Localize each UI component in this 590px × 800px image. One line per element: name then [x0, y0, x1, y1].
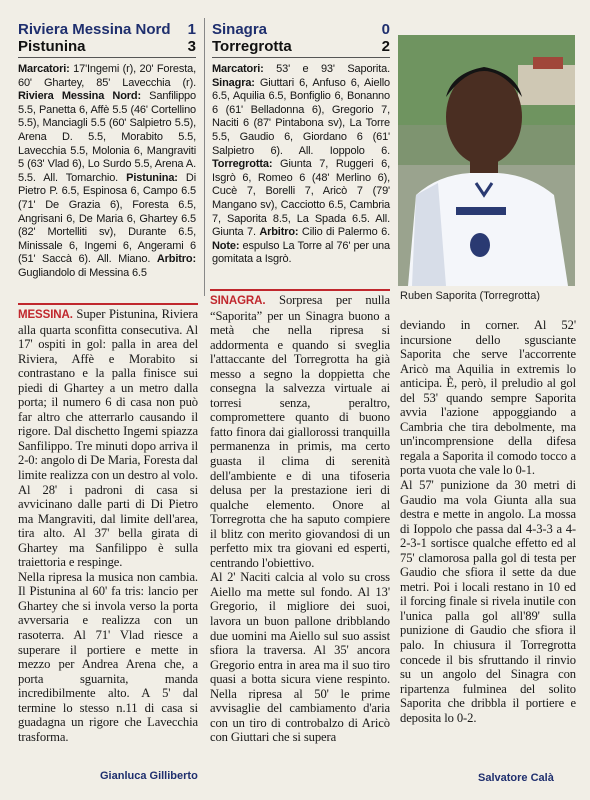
- match1-home-score: 1: [187, 21, 196, 38]
- player-photo: [398, 35, 575, 286]
- match1-detail-label-0: Marcatori:: [18, 63, 70, 75]
- match1-away-score: 3: [187, 38, 196, 55]
- match1-rule: [18, 57, 196, 58]
- match2-detail-text-4: espulso La Torre al 76' per una gomitata a Isgrò.: [212, 239, 390, 266]
- column-divider: [204, 18, 205, 296]
- photo-caption: Ruben Saporita (Torregrotta): [400, 290, 541, 302]
- article2-kicker: SINAGRA.: [210, 295, 266, 307]
- match1-details: [18, 63, 196, 281]
- match2-details: [212, 63, 390, 267]
- match1-detail-label-3: Arbitro:: [156, 253, 196, 266]
- article1-byline: Gianluca Gilliberto: [100, 770, 198, 782]
- article2-para2: Al 2' Naciti calcia al volo su cross Aiello ma mette sul fondo. Al 13' Gregorio, il migliore dei suoi, lavora un buon pallone dribblando due uomini ma Aiello sul suo assist sfiora la traversa. Al 35' ancora Gregorio entra in area ma il suo tiro quasi a botta sicura viene respinto. Nella ripresa al 50' le prime avvisaglie del cambiamento d'aria con un tiro di controbalzo di Aricò con Giuttari che si supera: [210, 570, 390, 745]
- match2-home-team: Sinagra: [212, 21, 268, 38]
- match1-detail-text-1: Sanfilippo 5.5, Panetta 6, Affè 5.5 (46' Cortellino 5.5), Manciagli 5.5 (60' Salpietro 5.5), Arena D. 5.5, Morabito 5.5, Lavecchia 5.5, Molonia 6, Mangraviti 5 (63' Vlad 6), Lo Surdo 5.5, Arena A. 5.5. All. Tomarchio.: [18, 90, 196, 184]
- article1-kicker: MESSINA.: [18, 309, 73, 321]
- match2-detail-text-1: Giuttari 6, Anfuso 6, Aiello 6.5, Aquilia 6.5, Bonfiglio 6, Bonanno 6 (61' Belladonna 6), Gregorio 7, Naciti 6 (87' Pintabona sv), La Torre 5.5, Gaudio 6, Giordano 6 (61' Salpietro 6). All. Ioppolo 6.: [212, 76, 390, 157]
- match2-detail-label-1: Sinagra:: [212, 76, 255, 89]
- match2-home-score: 0: [381, 21, 390, 38]
- match2-home-line: [212, 22, 390, 38]
- match1-away-team: Pistunina: [18, 38, 86, 55]
- article2-byline: Salvatore Calà: [478, 772, 554, 784]
- match2-away-score: 2: [381, 38, 390, 55]
- match2-detail-label-3: Arbitro:: [259, 226, 299, 239]
- article2-rule: [210, 289, 390, 291]
- article1-para1: [18, 307, 198, 570]
- article2-para3: deviando in corner. Al 52' incursione dello sgusciante Saporita che serve l'accorrente Aricò ma Aquilia in extremis lo anticipa. È, però, il preludio al gol del 53' quando sempre Saporita avvia l'azione appoggiando a Cambria che tira debolmente, ma un'incomprensione della difesa regala a Saporita il comodo tocco a porta vuota che vale lo 0-1.: [400, 318, 576, 478]
- article1-rule: [18, 303, 198, 305]
- article2-col-b: [400, 318, 576, 725]
- match2-rule: [212, 57, 390, 58]
- match1-detail-text-0: 17'Ingemi (r), 20' Foresta, 60' Ghartey, 85' Lavecchia (r).: [18, 63, 196, 89]
- match1-header: [18, 22, 196, 58]
- article2-col-a: [210, 289, 390, 745]
- article2-para4: Al 57' punizione da 30 metri di Gaudio ma vola Giunta alla sua destra e mette in angolo. La mossa di Ioppolo che passa dal 4-3-3 a 4-2-3-1 sortisce qualche effetto ed al 75' clamorosa palla gol di testa per Gaudio che sfiora il sette da due metri. Poi i locali restano in 10 ed il forcing finale si rivela inutile con l'unica palla gol all'89' sulla punizione di Gaudio che sfiora il palo. In chiusura il Torregrotta concede il bis sfruttando il rinvio su un angolo del Sinagra con ripartenza fulminea del solito Saporita che dribbla il portiere e deposita lo 0-2.: [400, 478, 576, 725]
- match2-detail-text-2: Giunta 7, Ruggeri 6, Isgrò 6, Romeo 6 (48' Merlino 6), Cucè 7, Borelli 7, Aricò 7 (79' Mangano sv), Cacciotto 6.5, Cambria 7, Saporita 8.5, La Spada 6.5. All. Giunta 7.: [212, 158, 390, 239]
- article2-para1: [210, 293, 390, 570]
- match1-detail-label-2: Pistunina:: [126, 171, 178, 184]
- player-photo-illustration: [398, 35, 575, 286]
- match1-detail-label-1: Riviera Messina Nord:: [18, 90, 141, 103]
- match2-detail-label-2: Torregrotta:: [212, 158, 273, 171]
- match1-away-line: [18, 39, 196, 55]
- match1-home-team: Riviera Messina Nord: [18, 21, 171, 38]
- match2-detail-label-0: Marcatori:: [212, 63, 264, 75]
- match1-detail-text-2: Di Pietro P. 6.5, Espinosa 6, Campo 6.5 (71' De Grazia 6), Foresta 6.5, Angrisani 6, De Maria 6, Ghartey 6.5 (82' Mortelliti sv), Durante 6.5, Minissale 6, Ingemi 6, Angerami 6 (51' Saccà 6). All. Miano.: [18, 171, 196, 266]
- article1-text: Super Pistunina, Riviera alla quarta sconfitta consecutiva. Al 17' ospiti in gol: palla in area del Riviera, Affè e Morabito si contrastano e la palla finisce sui piedi di Ghartey a un metro dalla porta; il numero 6 di casa non può far altro che atterrarlo causando il rigore. Dal dischetto Ingemi spiazza Sanfilippo. Tre minuti dopo arriva il 2-0: angolo di De Maria, Foresta dal limite realizza con un destro al volo. Al 28' i padroni di casa si avvicinano dalle parti di Di Pietro ma Mangraviti, dal limite dell'area, tira alto. Al 37' bella girata di Ghartey ma Sanfilippo è sulla traiettoria e respinge.: [18, 307, 199, 570]
- match2-away-team: Torregrotta: [212, 38, 292, 55]
- match2-away-line: [212, 39, 390, 55]
- match2-detail-label-4: Note:: [212, 239, 240, 252]
- match2-detail-text-0: 53' e 93' Saporita.: [263, 63, 390, 75]
- match2-detail-text-3: Cilio di Palermo 6.: [298, 226, 390, 239]
- match1-detail-text-3: Gugliandolo di Messina 6.5: [18, 266, 147, 279]
- match1-home-line: [18, 22, 196, 38]
- article2-text-a: Sorpresa per nulla “Saporita” per un Sinagra buono a metà che nella ripresa si addormenta e quando si sveglia l'attaccante del Torregrotta ha già messo a segno la doppietta che consegna la salvezza virtuale ai torresi senza, peraltro, compromettere quanto di buono fatto finora dai giallorossi tranquilla permanenza in primis, ma certo guasta il clima di serenità dell'ambiente e di una tifoseria delusa per la prestazione ieri di qualche elemento. Onore al Torregrotta che ha saputo compiere il blitz con merito giovandosi di un perfetto mix tra giovani ed esperti, centrando l'obiettivo.: [210, 293, 390, 570]
- article1: [18, 303, 198, 744]
- article1-para2: Nella ripresa la musica non cambia. Il Pistunina al 60' fa tris: lancio per Ghartey che si invola verso la porta avversaria e realizza con un rasoterra. Al 71' Vlad riesce a superare il portiere e mette in mezzo per Andrea Arena che, a porta sguarnita, manda incredibilmente alto. A 5' dal termine lo stesso n.11 di casa si guadagna un rigore che Lavecchia trasforma.: [18, 569, 198, 744]
- match2-header: [212, 22, 390, 58]
